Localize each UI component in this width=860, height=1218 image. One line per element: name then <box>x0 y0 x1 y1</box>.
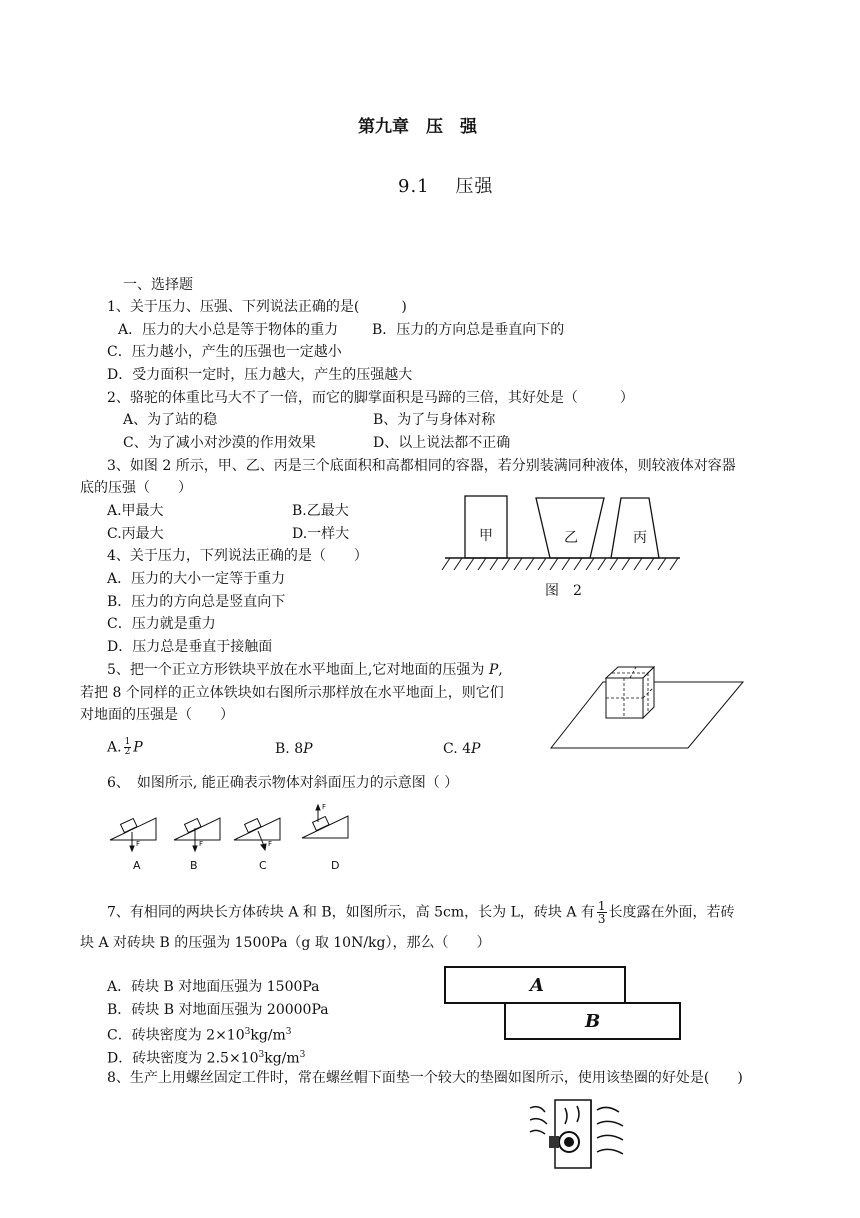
force-label-b: F <box>199 840 204 848</box>
q2-option-b: B、为了与身体对称 <box>373 412 496 428</box>
q5-option-a: A. $\frac{1}{2}$ P <box>107 737 143 757</box>
q4-option-d: D．压力总是垂直于接触面 <box>107 639 273 655</box>
container-label-bing: 丙 <box>633 530 647 546</box>
bolt-head <box>564 1137 574 1147</box>
q2-option-a: A、为了站的稳 <box>123 412 218 428</box>
q5-option-c: C. 4P <box>443 741 481 757</box>
q5-stem-line1: 5、把一个正立方形铁块平放在水平地面上,它对地面的压强为 P, <box>107 662 503 678</box>
q1-option-c: C．压力越小，产生的压强也一定越小 <box>107 344 342 360</box>
force-label-c: F <box>268 840 273 848</box>
force-label-a: F <box>136 840 141 848</box>
q8-stem: 8、生产上用螺丝固定工件时，常在螺丝帽下面垫一个较大的垫圈如图所示，使用该垫圈的好处是( ) <box>107 1070 743 1086</box>
q7-option-b: B．砖块 B 对地面压强为 20000Pa <box>107 1002 329 1018</box>
q6-stem: 6、 如图所示, 能正确表示物体对斜面压力的示意图（ ） <box>107 775 459 791</box>
figure-caption: 图 2 <box>545 583 582 599</box>
brick-a-label: A <box>530 975 544 996</box>
q5-stem-line2: 若把 8 个同样的正立体铁块如右图所示那样放在水平地面上，则它们 <box>80 685 504 701</box>
q7-option-a: A．砖块 B 对地面压强为 1500Pa <box>107 979 320 995</box>
q2-option-d: D、以上说法都不正确 <box>373 435 511 451</box>
container-yi <box>536 498 604 558</box>
incline-letter-d: D <box>331 859 340 872</box>
q4-option-c: C．压力就是重力 <box>107 616 216 632</box>
container-label-jia: 甲 <box>479 528 493 544</box>
containers-figure <box>440 490 685 580</box>
q1-option-b: B．压力的方向总是垂直向下的 <box>372 322 565 338</box>
q3-option-d: D.一样大 <box>292 526 350 542</box>
chapter-title: 第九章 压 强 <box>358 117 477 137</box>
cube-stack-figure <box>548 658 748 753</box>
q1-option-a: A．压力的大小总是等于物体的重力 <box>118 322 339 338</box>
q3-option-a: A.甲最大 <box>107 503 164 519</box>
q1-option-d: D．受力面积一定时，压力越大，产生的压强越大 <box>107 367 413 383</box>
q4-option-b: B．压力的方向总是竖直向下 <box>107 594 286 610</box>
force-label-d: F <box>322 803 327 811</box>
brick-b-label: B <box>585 1011 601 1032</box>
incline-letter-b: B <box>190 859 198 872</box>
q3-option-c: C.丙最大 <box>107 526 164 542</box>
container-bing <box>611 498 659 558</box>
section-title: 9.1 压强 <box>398 176 494 197</box>
incline-figures <box>108 804 358 874</box>
q5-stem-line3: 对地面的压强是（ ） <box>80 707 234 723</box>
section-heading: 一、选择题 <box>123 277 193 293</box>
q3-stem-line1: 3、如图 2 所示，甲、乙、丙是三个底面积和高都相同的容器，若分别装满同种液体，则较液体对容器 <box>107 458 736 474</box>
q2-option-c: C、为了减小对沙漠的作用效果 <box>123 435 316 451</box>
q7-option-c: C．砖块密度为 $2\times 10^3kg/m^3$ <box>107 1027 292 1044</box>
incline-letter-c: C <box>259 859 267 872</box>
q7-stem-line1: 7、有相同的两块长方体砖块 A 和 B，如图所示，高 5cm，长为 L，砖块 A 有 $\frac{1}{3}$ 长度露在外面，若砖 <box>107 899 735 926</box>
bolt-washer-figure <box>525 1098 635 1170</box>
q2-stem: 2、骆驼的体重比马大不了一倍，而它的脚掌面积是马蹄的三倍，其好处是（ ） <box>107 390 634 406</box>
incline-letter-a: A <box>133 859 141 872</box>
q4-option-a: A．压力的大小一定等于重力 <box>107 571 286 587</box>
q7-stem-line2: 块 A 对砖块 B 的压强为 1500Pa（g 取 10N/kg），那么（ ） <box>80 935 491 951</box>
q1-stem: 1、关于压力、压强、下列说法正确的是( ) <box>107 299 407 315</box>
cube-stack <box>606 667 654 718</box>
q3-option-b: B.乙最大 <box>292 503 349 519</box>
q4-stem: 4、关于压力，下列说法正确的是（ ） <box>107 548 368 564</box>
bricks-figure <box>440 964 685 1042</box>
container-label-yi: 乙 <box>564 530 578 546</box>
q3-stem-line2: 底的压强（ ） <box>80 480 192 496</box>
q7-option-d: D．砖块密度为 $2.5\times 10^3kg/m^3$ <box>107 1050 306 1067</box>
q5-option-b: B. 8P <box>275 741 313 757</box>
